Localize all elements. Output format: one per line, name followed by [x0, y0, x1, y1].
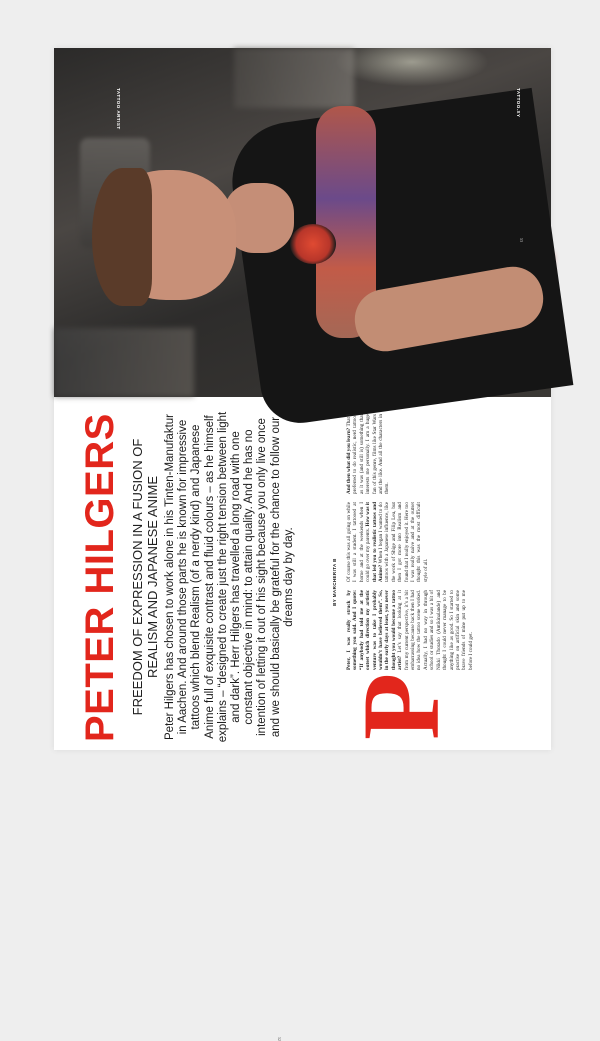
interview-question: Peter, I was really struck by something you said. And I quote: “If anybody had told me at the outset which direction my artistic venture was to take I probably wouldn’t have believed them”. So, in the early days at least, you never thought you would become a tattoo artist? [346, 590, 404, 670]
shirt-logo-icon [290, 224, 336, 264]
article-area [54, 397, 551, 1041]
page-number: 52 [277, 1037, 282, 1041]
page-number: 53 [519, 238, 524, 242]
interview-question: How was it that led you to realistic tattoos and Anime? [365, 502, 385, 582]
interview-answer: Let’s say that looking at it from my current perspective, it’s a bit embarrassing because back then I had no idea how the tattoo scene worked. Actually, I had no way in through school or studies and so I was a bit of Nikki Thorado (Antikinalande) and thought I could never manage to be anything like as good. So I started to practise on artificial skin and some brave friends of mine put up to me before I could get. [397, 589, 474, 670]
interview-question: And then what did you learn? [346, 427, 352, 494]
interview-answer: That I preferred to do realistic, nerd tattoos as it was (and still is) something that interests me personally. I am a huge fan of this genre, films like Star Wars and the like. And all the characters in them. [346, 414, 391, 494]
article-intro: Peter Hilgers has chosen to work alone in his Tinten-Manufaktur in Aachen. And around those parts he is known for impressive tattoos which blend Realism (of a nerdy kind) and Japanese Anime full of exquisite contrast and fluid colours – as he himself explains – “designed to create just the right tension between light and dark”. Herr Hilgers has travelled a long road with one constant objective in mind: to attain quality. And he has no intention of letting it out of his sight because you only live once and we should basically be grateful for the chance to follow our dreams day by day. [164, 411, 295, 743]
article-subtitle: FREEDOM OF EXPRESSION IN A FUSION OF REALISM AND JAPANESE ANIME [130, 438, 160, 716]
byline: BY MARCHERITA B [332, 558, 337, 606]
article-column-1 [346, 590, 486, 670]
magazine-label: TATTOO.XY [516, 88, 521, 118]
section-label: TATTOO ARTIST [116, 88, 121, 130]
article-title: PETER HILGERS [78, 413, 122, 742]
article-column-2 [346, 502, 486, 582]
interview-answer: When I began I wanted to do tattoos with a Japanese influence, like the work of Shige and Filip Leu, but then I got more into Realism and found that I really enjoyed it. Here too I was really naive and at the outset thought this was the most difficult style of all. [378, 502, 429, 582]
drop-cap: P [340, 672, 462, 740]
interview-answer: Of course this was all going on while I was still a student. I tattooed at home and at the weekends when I could go over my parents. [346, 502, 372, 582]
magazine-spread [54, 48, 551, 1041]
portrait-photo [54, 48, 551, 397]
article-column-3 [346, 414, 486, 494]
